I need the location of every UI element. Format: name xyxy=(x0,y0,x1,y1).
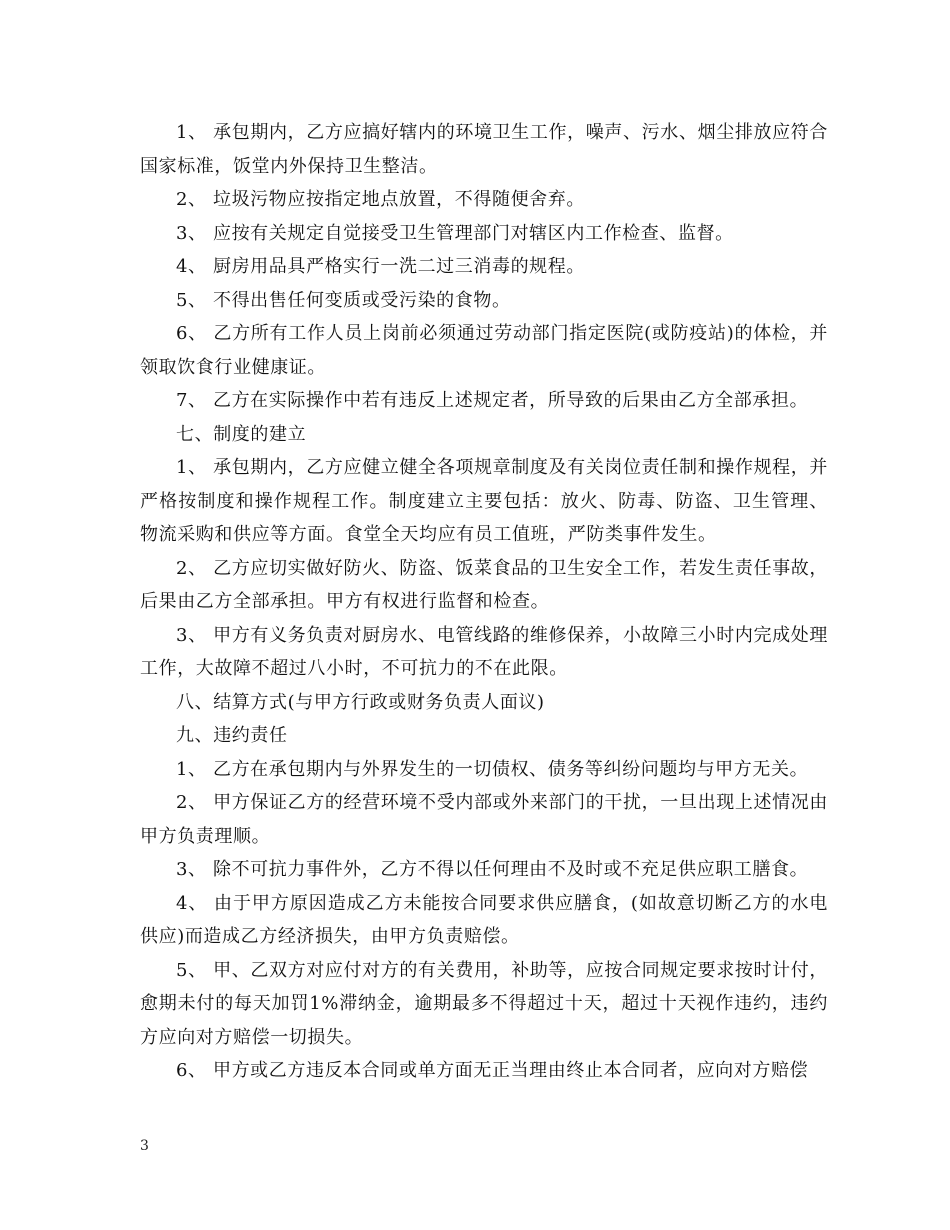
section-heading: 九、违约责任 xyxy=(176,725,288,746)
section-heading: 七、制度的建立 xyxy=(176,423,307,445)
paragraph: 2、 乙方应切实做好防火、防盗、饭菜食品的卫生安全工作，若发生责任事故，后果由乙方全部承担。甲方有权进行监督和检查。 xyxy=(140,557,828,612)
paragraph: 5、 不得出售任何变质或受污染的食物。 xyxy=(176,289,511,311)
paragraph: 6、 乙方所有工作人员上岗前必须通过劳动部门指定医院(或防疫站)的体检，并领取饮食行业健康证。 xyxy=(140,323,828,378)
paragraph: 1、 乙方在承包期内与外界发生的一切债权、债务等纠纷问题均与甲方无关。 xyxy=(176,758,809,780)
section-heading: 八、结算方式(与甲方行政或财务负责人面议) xyxy=(176,691,545,713)
paragraph: 2、 甲方保证乙方的经营环境不受内部或外来部门的干扰，一旦出现上述情况由甲方负责理顺。 xyxy=(140,792,828,847)
body-text xyxy=(140,116,828,1088)
paragraph: 4、 厨房用品具严格实行一洗二过三消毒的规程。 xyxy=(176,256,585,277)
paragraph: 7、 乙方在实际操作中若有违反上述规定者，所导致的后果由乙方全部承担。 xyxy=(176,390,809,411)
paragraph: 4、 由于甲方原因造成乙方未能按合同要求供应膳食，(如故意切断乙方的水电供应)而造成乙方经济损失，由甲方负责赔偿。 xyxy=(140,892,828,947)
paragraph: 3、 应按有关规定自觉接受卫生管理部门对辖区内工作检查、监督。 xyxy=(176,222,734,244)
page-number: 3 xyxy=(140,1138,149,1154)
paragraph: 2、 垃圾污物应按指定地点放置，不得随便舍弃。 xyxy=(176,189,585,210)
paragraph: 1、 承包期内，乙方应搞好辖内的环境卫生工作，噪声、污水、烟尘排放应符合国家标准，饭堂内外保持卫生整洁。 xyxy=(140,122,828,177)
paragraph: 5、 甲、乙双方对应付对方的有关费用，补助等，应按合同规定要求按时计付，愈期未付的每天加罚1%滞纳金，逾期最多不得超过十天，超过十天视作违约，违约方应向对方赔偿一切损失。 xyxy=(140,959,828,1048)
paragraph: 1、 承包期内，乙方应健立健全各项规章制度及有关岗位责任制和操作规程，并严格按制度和操作规程工作。制度建立主要包括：放火、防毒、防盗、卫生管理、物流采购和供应等方面。食堂全天均应有员工值班，严防类事件发生。 xyxy=(140,457,828,545)
paragraph: 3、 除不可抗力事件外，乙方不得以任何理由不及时或不充足供应职工膳食。 xyxy=(176,859,809,880)
paragraph: 3、 甲方有义务负责对厨房水、电管线路的维修保养，小故障三小时内完成处理工作，大故障不超过八小时，不可抗力的不在此限。 xyxy=(140,624,828,679)
paragraph: 6、 甲方或乙方违反本合同或单方面无正当理由终止本合同者，应向对方赔偿 xyxy=(176,1060,809,1081)
